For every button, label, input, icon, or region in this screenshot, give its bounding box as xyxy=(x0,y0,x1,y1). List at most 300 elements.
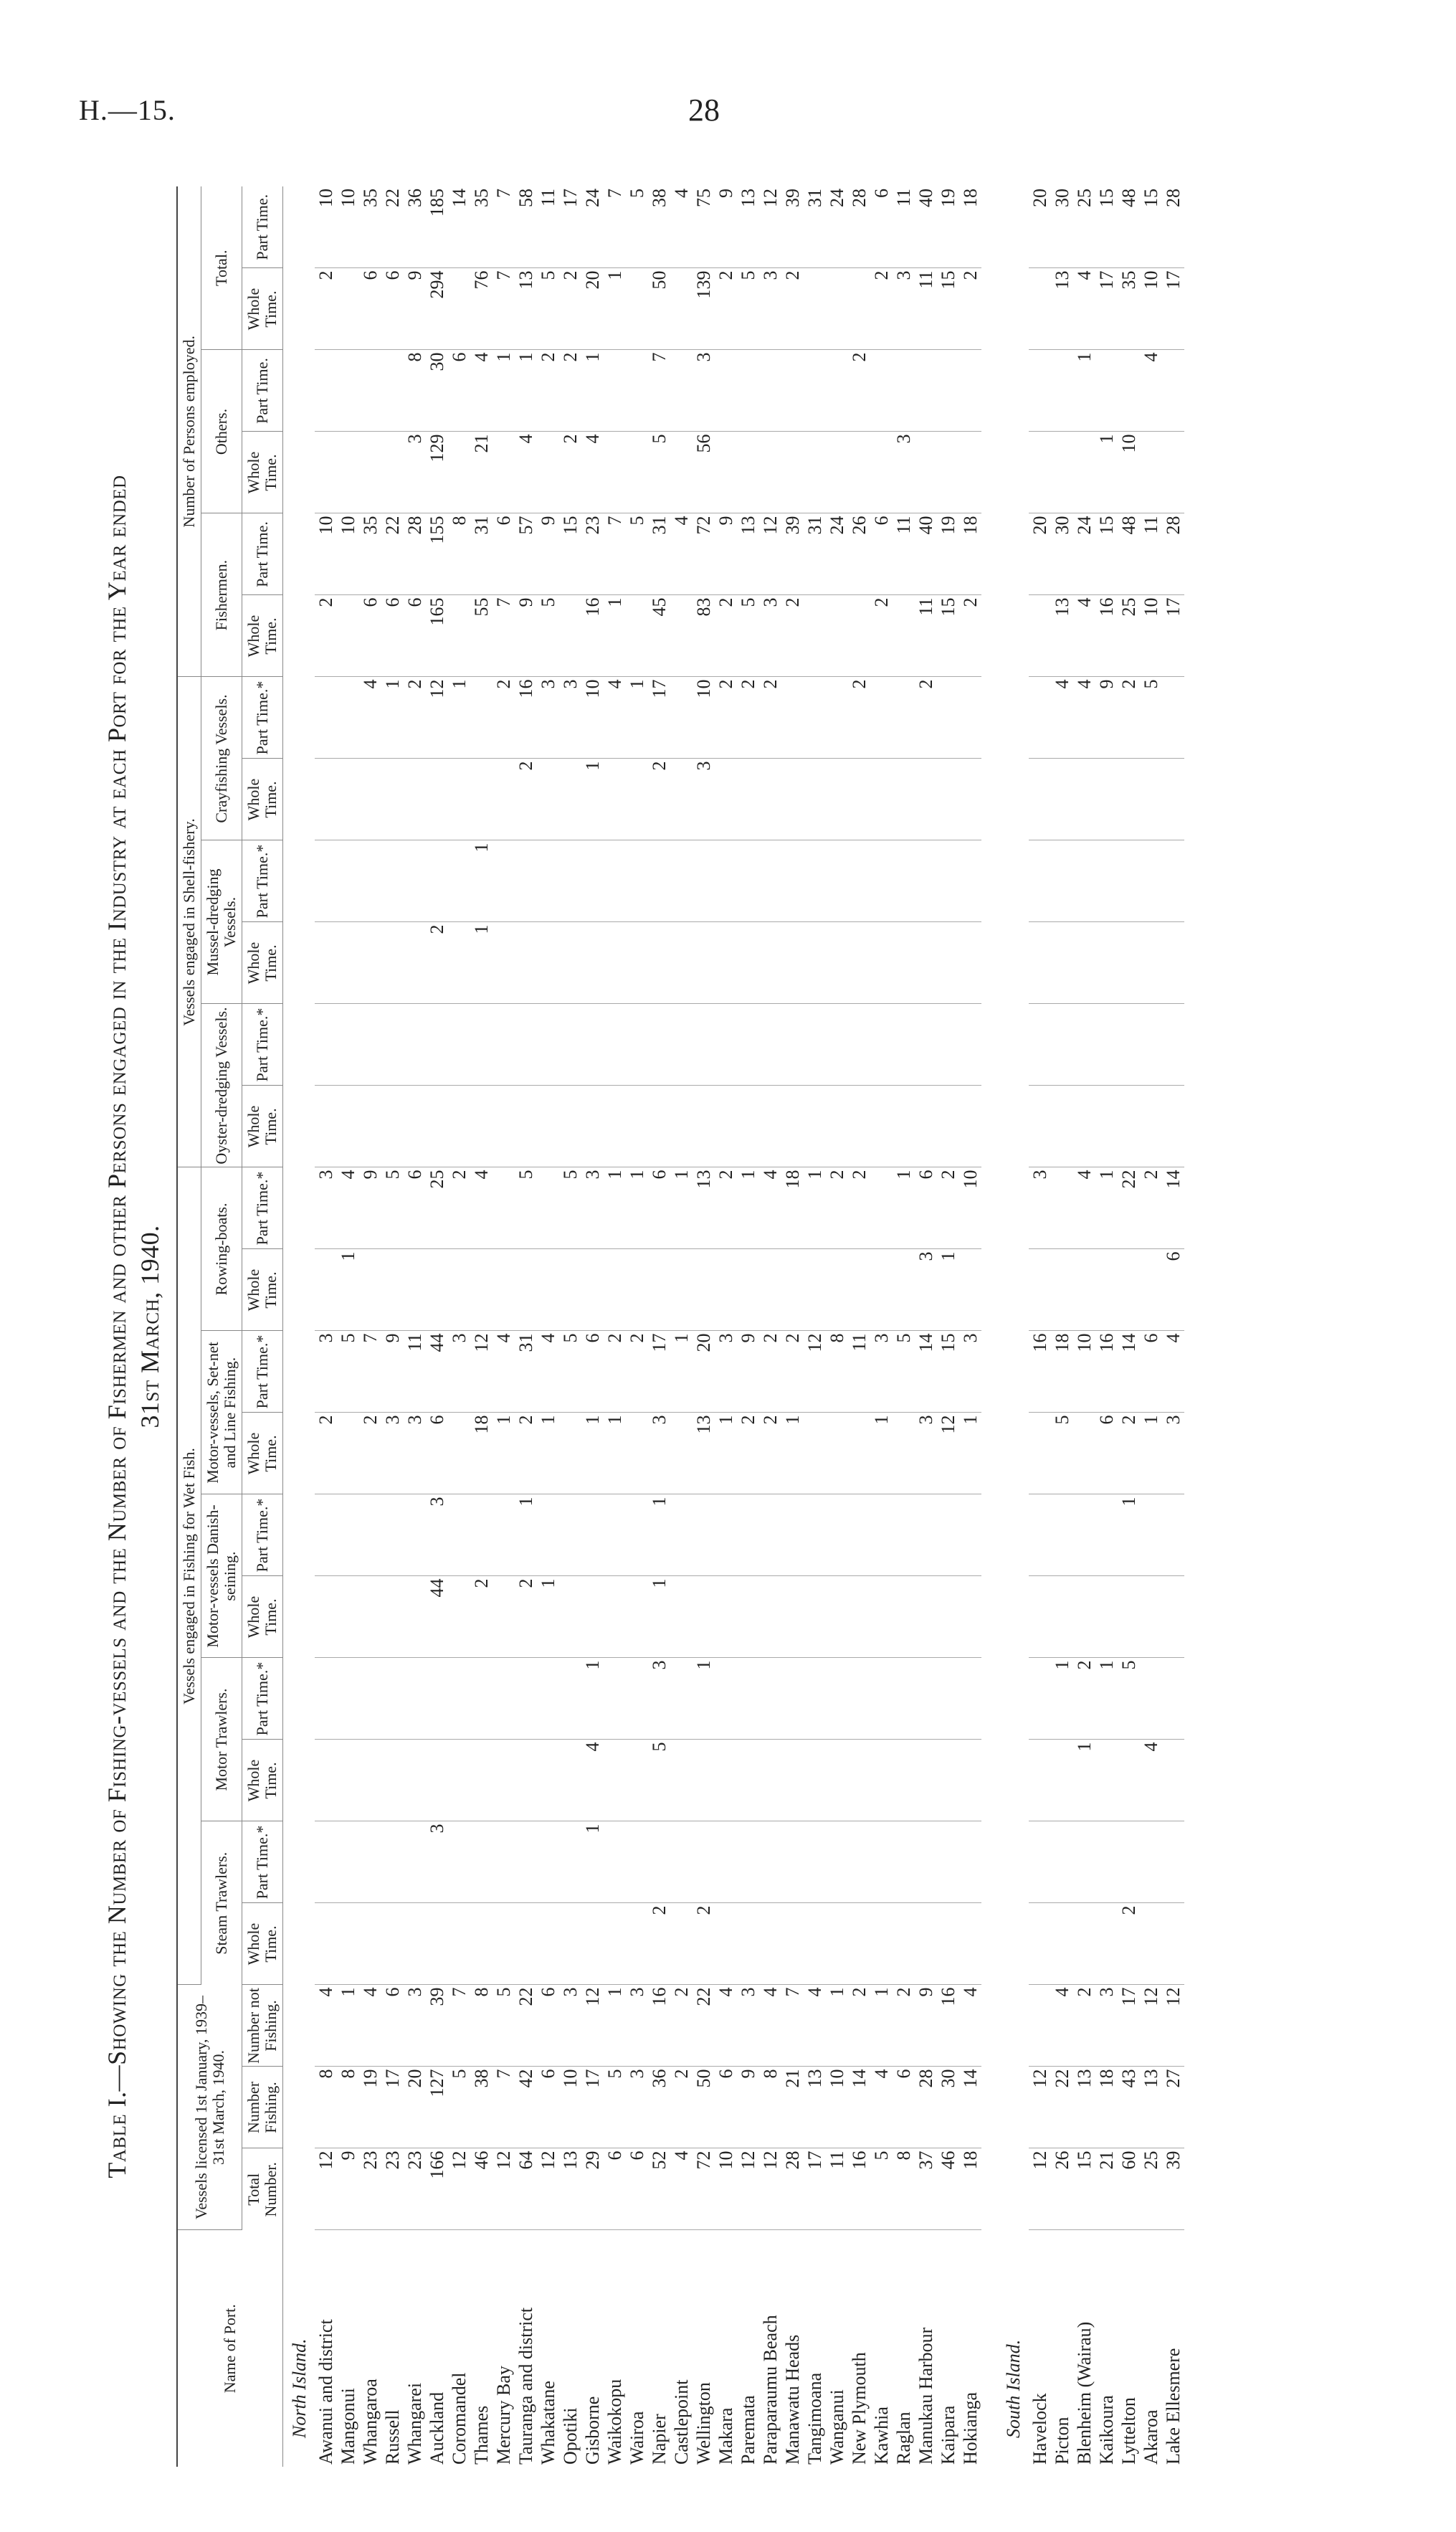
port-name: Blenheim (Wairau) xyxy=(1074,2321,1095,2465)
table-cell xyxy=(1095,1576,1118,1658)
col-whole-time: Whole Time. xyxy=(242,1086,283,1167)
port-name: Wellington xyxy=(693,2382,714,2465)
table-cell xyxy=(559,1086,581,1167)
table-cell: 294 xyxy=(426,268,448,350)
table-cell: 36 xyxy=(404,186,426,268)
table-cell xyxy=(493,1086,515,1167)
table-cell xyxy=(315,1821,337,1903)
table-cell: 18 xyxy=(470,1413,493,1494)
table-cell: 23 xyxy=(359,2148,381,2230)
table-cell: 6 xyxy=(648,1167,670,1249)
table-row xyxy=(737,186,759,2467)
table-cell xyxy=(1073,1903,1095,1985)
table-cell xyxy=(515,1004,537,1086)
table-cell xyxy=(448,1494,470,1576)
table-cell: 5 xyxy=(381,1167,404,1249)
table-cell xyxy=(448,432,470,513)
col-mussel-dredging: Mussel-dredging Vessels. xyxy=(201,840,242,1004)
table-cell: 4 xyxy=(1073,677,1095,759)
table-cell xyxy=(1029,759,1051,840)
table-cell xyxy=(670,840,693,922)
port-name: Paremata xyxy=(738,2395,758,2465)
table-cell xyxy=(959,1658,981,1740)
table-cell: 15 xyxy=(1095,513,1118,595)
table-cell xyxy=(559,1494,581,1576)
table-cell xyxy=(826,922,848,1004)
table-cell: 28 xyxy=(1162,513,1184,595)
table-cell xyxy=(715,1821,737,1903)
table-cell: 2 xyxy=(670,1985,693,2067)
table-cell: 1 xyxy=(715,1413,737,1494)
table-cell: 2 xyxy=(893,1985,915,2067)
table-cell xyxy=(893,1086,915,1167)
table-cell xyxy=(1073,1821,1095,1903)
table-cell: 1 xyxy=(604,1985,626,2067)
table-cell xyxy=(1095,840,1118,922)
section-label: North Island. xyxy=(288,2338,310,2438)
table-cell xyxy=(581,840,604,922)
table-cell xyxy=(404,1903,426,1985)
table-cell xyxy=(715,432,737,513)
table-cell xyxy=(826,1658,848,1740)
table-cell: 3 xyxy=(693,350,715,432)
table-cell: 2 xyxy=(648,759,670,840)
port-name: Raglan xyxy=(893,2412,914,2465)
table-cell xyxy=(1162,1740,1184,1821)
table-body xyxy=(283,186,1185,2467)
table-cell xyxy=(404,759,426,840)
table-cell: 4 xyxy=(870,2067,893,2148)
table-cell: 2 xyxy=(870,268,893,350)
table-cell xyxy=(848,268,870,350)
table-cell xyxy=(826,350,848,432)
table-cell xyxy=(759,1658,781,1740)
table-cell xyxy=(959,1494,981,1576)
table-cell: 4 xyxy=(604,677,626,759)
table-cell: 56 xyxy=(693,432,715,513)
port-name: Whakatane xyxy=(538,2381,558,2465)
table-cell xyxy=(670,1740,693,1821)
table-cell xyxy=(1118,840,1140,922)
table-cell xyxy=(1162,1576,1184,1658)
table-cell xyxy=(537,1903,559,1985)
table-cell xyxy=(404,1249,426,1331)
col-whole-time: Whole Time. xyxy=(242,1249,283,1331)
table-cell xyxy=(537,1249,559,1331)
table-cell: 3 xyxy=(1095,1985,1118,2067)
table-cell xyxy=(1073,759,1095,840)
table-cell: 127 xyxy=(426,2067,448,2148)
table-cell xyxy=(870,840,893,922)
table-cell: 1 xyxy=(1140,1413,1162,1494)
table-cell xyxy=(1095,759,1118,840)
table-cell xyxy=(426,840,448,922)
table-cell xyxy=(848,1004,870,1086)
table-cell xyxy=(359,432,381,513)
table-cell xyxy=(381,432,404,513)
table-cell xyxy=(804,1740,826,1821)
table-cell xyxy=(1162,840,1184,922)
table-cell xyxy=(404,840,426,922)
table-cell xyxy=(781,1658,804,1740)
table-cell: 8 xyxy=(404,350,426,432)
table-cell: 2 xyxy=(626,1331,648,1413)
table-cell xyxy=(648,1249,670,1331)
table-header xyxy=(177,186,283,2467)
table-cell: 7 xyxy=(604,513,626,595)
table-cell xyxy=(337,595,359,677)
table-cell xyxy=(870,1004,893,1086)
port-name: Awanui and district xyxy=(315,2319,336,2465)
col-part-time: Part Time. xyxy=(242,350,283,432)
table-cell: 11 xyxy=(537,186,559,268)
table-cell xyxy=(870,1494,893,1576)
table-cell xyxy=(648,922,670,1004)
table-cell xyxy=(1140,432,1162,513)
table-cell xyxy=(1029,1576,1051,1658)
table-cell xyxy=(315,1249,337,1331)
table-cell xyxy=(1118,1249,1140,1331)
table-row xyxy=(404,186,426,2467)
table-cell xyxy=(315,1576,337,1658)
table-cell: 2 xyxy=(826,1167,848,1249)
table-cell: 1 xyxy=(781,1413,804,1494)
table-cell: 1 xyxy=(1095,1658,1118,1740)
table-cell: 2 xyxy=(715,268,737,350)
table-cell: 2 xyxy=(848,1985,870,2067)
table-cell: 17 xyxy=(559,186,581,268)
table-cell: 42 xyxy=(515,2067,537,2148)
table-cell: 24 xyxy=(826,513,848,595)
table-cell: 10 xyxy=(959,1167,981,1249)
table-cell xyxy=(915,1658,937,1740)
table-cell xyxy=(959,759,981,840)
table-cell xyxy=(426,1004,448,1086)
table-cell xyxy=(1162,432,1184,513)
table-cell xyxy=(737,1494,759,1576)
table-cell: 165 xyxy=(426,595,448,677)
table-cell: 6 xyxy=(626,2148,648,2230)
table-cell xyxy=(359,1086,381,1167)
port-name: Makara xyxy=(715,2407,736,2465)
col-whole-time: Whole Time. xyxy=(242,1576,283,1658)
table-cell: 26 xyxy=(848,513,870,595)
table-cell xyxy=(715,1494,737,1576)
table-cell: 3 xyxy=(426,1821,448,1903)
table-cell: 7 xyxy=(493,268,515,350)
table-cell: 2 xyxy=(426,922,448,1004)
table-cell: 25 xyxy=(1140,2148,1162,2230)
table-cell xyxy=(670,350,693,432)
table-row xyxy=(670,186,693,2467)
table-cell: 28 xyxy=(404,513,426,595)
table-cell xyxy=(1051,1576,1073,1658)
table-cell: 1 xyxy=(337,1985,359,2067)
table-cell xyxy=(493,1821,515,1903)
table-cell xyxy=(315,759,337,840)
col-number-fishing: Number Fishing. xyxy=(242,2067,283,2148)
table-cell xyxy=(1051,350,1073,432)
table-cell xyxy=(626,1413,648,1494)
table-cell: 10 xyxy=(715,2148,737,2230)
table-cell: 35 xyxy=(1118,268,1140,350)
table-cell xyxy=(604,1004,626,1086)
table-cell xyxy=(626,1086,648,1167)
table-cell: 6 xyxy=(493,513,515,595)
table-cell: 129 xyxy=(426,432,448,513)
table-cell xyxy=(581,1004,604,1086)
table-cell xyxy=(604,1821,626,1903)
table-cell xyxy=(937,759,959,840)
table-row xyxy=(470,186,493,2467)
table-cell: 9 xyxy=(715,513,737,595)
table-cell xyxy=(915,1740,937,1821)
table-cell xyxy=(759,1576,781,1658)
table-cell xyxy=(315,1086,337,1167)
table-cell: 2 xyxy=(1118,677,1140,759)
table-cell xyxy=(870,432,893,513)
table-cell: 15 xyxy=(937,1331,959,1413)
table-cell xyxy=(915,350,937,432)
table-cell xyxy=(937,1740,959,1821)
table-cell xyxy=(470,1249,493,1331)
table-cell: 3 xyxy=(1162,1413,1184,1494)
table-cell: 3 xyxy=(404,432,426,513)
table-cell xyxy=(670,268,693,350)
table-cell xyxy=(693,922,715,1004)
table-title-line2: 31st March, 1940. xyxy=(135,1225,164,1428)
table-cell: 2 xyxy=(1118,1413,1140,1494)
table-cell xyxy=(1029,1086,1051,1167)
table-cell: 10 xyxy=(1140,268,1162,350)
table-cell xyxy=(826,1086,848,1167)
table-cell: 6 xyxy=(1162,1249,1184,1331)
table-cell: 20 xyxy=(581,268,604,350)
table-cell: 14 xyxy=(959,2067,981,2148)
table-cell: 10 xyxy=(337,513,359,595)
table-cell: 2 xyxy=(470,1576,493,1658)
table-cell: 5 xyxy=(1140,677,1162,759)
table-cell: 5 xyxy=(493,1985,515,2067)
table-row xyxy=(359,186,381,2467)
table-cell: 4 xyxy=(359,677,381,759)
table-cell xyxy=(759,1903,781,1985)
table-cell xyxy=(1140,1004,1162,1086)
table-cell: 64 xyxy=(515,2148,537,2230)
table-cell: 17 xyxy=(1162,595,1184,677)
col-group-shell-fishery: Vessels engaged in Shell-fishery. xyxy=(177,677,201,1167)
table-cell: 9 xyxy=(1095,677,1118,759)
table-cell: 7 xyxy=(648,350,670,432)
table-cell xyxy=(381,1903,404,1985)
table-cell xyxy=(426,1249,448,1331)
table-cell xyxy=(604,1658,626,1740)
table-cell: 23 xyxy=(381,2148,404,2230)
table-cell: 2 xyxy=(515,1413,537,1494)
table-cell xyxy=(626,595,648,677)
table-cell xyxy=(937,1658,959,1740)
table-row xyxy=(537,186,559,2467)
table-row xyxy=(1162,186,1184,2467)
table-cell xyxy=(1162,350,1184,432)
table-cell: 11 xyxy=(915,268,937,350)
table-cell: 75 xyxy=(693,186,715,268)
table-cell xyxy=(626,1004,648,1086)
table-cell xyxy=(604,1740,626,1821)
table-cell: 12 xyxy=(1162,1985,1184,2067)
table-cell: 16 xyxy=(1095,595,1118,677)
table-cell xyxy=(670,595,693,677)
table-cell xyxy=(559,840,581,922)
table-cell xyxy=(626,1821,648,1903)
table-cell: 8 xyxy=(893,2148,915,2230)
table-cell xyxy=(337,759,359,840)
table-cell xyxy=(404,1004,426,1086)
table-cell xyxy=(537,1004,559,1086)
table-cell: 10 xyxy=(337,186,359,268)
table-cell xyxy=(937,1903,959,1985)
table-cell xyxy=(515,840,537,922)
table-cell xyxy=(848,759,870,840)
table-cell xyxy=(448,922,470,1004)
table-cell: 1 xyxy=(470,922,493,1004)
col-total-persons: Total. xyxy=(201,186,242,350)
table-cell xyxy=(959,1903,981,1985)
table-cell xyxy=(915,1821,937,1903)
port-name: Kaikoura xyxy=(1096,2395,1117,2465)
col-part-time: Part Time.* xyxy=(242,1494,283,1576)
table-cell xyxy=(759,350,781,432)
table-cell: 4 xyxy=(1140,350,1162,432)
table-cell: 31 xyxy=(648,513,670,595)
table-cell: 36 xyxy=(648,2067,670,2148)
table-cell xyxy=(848,1413,870,1494)
table-cell xyxy=(448,1576,470,1658)
table-row xyxy=(937,186,959,2467)
table-cell: 12 xyxy=(470,1331,493,1413)
table-cell: 6 xyxy=(537,2067,559,2148)
table-cell: 3 xyxy=(693,759,715,840)
table-cell xyxy=(848,1658,870,1740)
table-cell: 7 xyxy=(493,2067,515,2148)
table-cell: 18 xyxy=(1051,1331,1073,1413)
port-name: Russell xyxy=(382,2409,403,2465)
table-row xyxy=(1095,186,1118,2467)
table-cell: 2 xyxy=(759,1413,781,1494)
table-cell: 3 xyxy=(870,1331,893,1413)
table-cell: 30 xyxy=(426,350,448,432)
table-cell: 15 xyxy=(937,268,959,350)
table-cell: 22 xyxy=(381,513,404,595)
table-cell xyxy=(848,595,870,677)
table-row xyxy=(693,186,715,2467)
table-cell xyxy=(404,1086,426,1167)
table-cell: 15 xyxy=(1073,2148,1095,2230)
table-cell xyxy=(693,1086,715,1167)
table-cell xyxy=(581,1249,604,1331)
table-cell: 1 xyxy=(870,1413,893,1494)
table-cell: 4 xyxy=(1162,1331,1184,1413)
table-cell xyxy=(404,1658,426,1740)
table-cell: 76 xyxy=(470,268,493,350)
table-cell xyxy=(604,432,626,513)
table-cell: 1 xyxy=(1051,1658,1073,1740)
table-cell xyxy=(737,432,759,513)
table-cell: 6 xyxy=(381,268,404,350)
table-cell: 2 xyxy=(737,1413,759,1494)
table-cell: 2 xyxy=(315,595,337,677)
table-cell xyxy=(404,922,426,1004)
table-cell xyxy=(1162,759,1184,840)
table-cell: 4 xyxy=(670,513,693,595)
table-cell xyxy=(759,1740,781,1821)
table-cell xyxy=(804,1903,826,1985)
table-cell: 5 xyxy=(1118,1658,1140,1740)
table-cell: 39 xyxy=(426,1985,448,2067)
table-cell xyxy=(959,1004,981,1086)
table-cell xyxy=(337,677,359,759)
table-row xyxy=(1029,186,1051,2467)
table-cell xyxy=(426,1658,448,1740)
table-cell xyxy=(381,1658,404,1740)
table-cell: 3 xyxy=(915,1249,937,1331)
table-cell: 4 xyxy=(715,1985,737,2067)
table-cell: 50 xyxy=(693,2067,715,2148)
table-cell: 12 xyxy=(1029,2067,1051,2148)
table-cell: 5 xyxy=(737,595,759,677)
table-cell xyxy=(1073,1086,1095,1167)
table-cell: 7 xyxy=(493,186,515,268)
table-cell xyxy=(848,1494,870,1576)
table-cell: 1 xyxy=(381,677,404,759)
table-cell: 155 xyxy=(426,513,448,595)
table-cell xyxy=(715,350,737,432)
table-cell: 2 xyxy=(1118,1903,1140,1985)
table-row xyxy=(515,186,537,2467)
table-cell xyxy=(1118,922,1140,1004)
table-cell xyxy=(804,1413,826,1494)
table-cell xyxy=(404,1821,426,1903)
table-cell: 17 xyxy=(1118,1985,1140,2067)
table-cell: 5 xyxy=(870,2148,893,2230)
table-cell xyxy=(604,350,626,432)
table-cell xyxy=(715,1903,737,1985)
port-name: Tauranga and district xyxy=(515,2307,536,2465)
table-cell xyxy=(315,1740,337,1821)
table-cell: 17 xyxy=(1095,268,1118,350)
rotated-table-block xyxy=(100,186,1333,2467)
table-cell: 2 xyxy=(559,268,581,350)
table-cell xyxy=(781,1249,804,1331)
table-cell xyxy=(537,1167,559,1249)
port-name: New Plymouth xyxy=(849,2352,870,2465)
table-cell xyxy=(959,1576,981,1658)
table-cell: 23 xyxy=(404,2148,426,2230)
table-cell xyxy=(826,1740,848,1821)
table-cell xyxy=(515,1821,537,1903)
table-cell xyxy=(715,759,737,840)
port-name: Hokianga xyxy=(960,2391,981,2465)
col-number-not-fishing: Number not Fishing. xyxy=(242,1985,283,2067)
table-cell xyxy=(604,1903,626,1985)
table-cell: 44 xyxy=(426,1331,448,1413)
table-cell: 39 xyxy=(781,513,804,595)
table-cell xyxy=(448,268,470,350)
table-cell: 1 xyxy=(737,1167,759,1249)
table-cell xyxy=(315,922,337,1004)
table-cell: 5 xyxy=(515,1167,537,1249)
table-cell xyxy=(626,1249,648,1331)
